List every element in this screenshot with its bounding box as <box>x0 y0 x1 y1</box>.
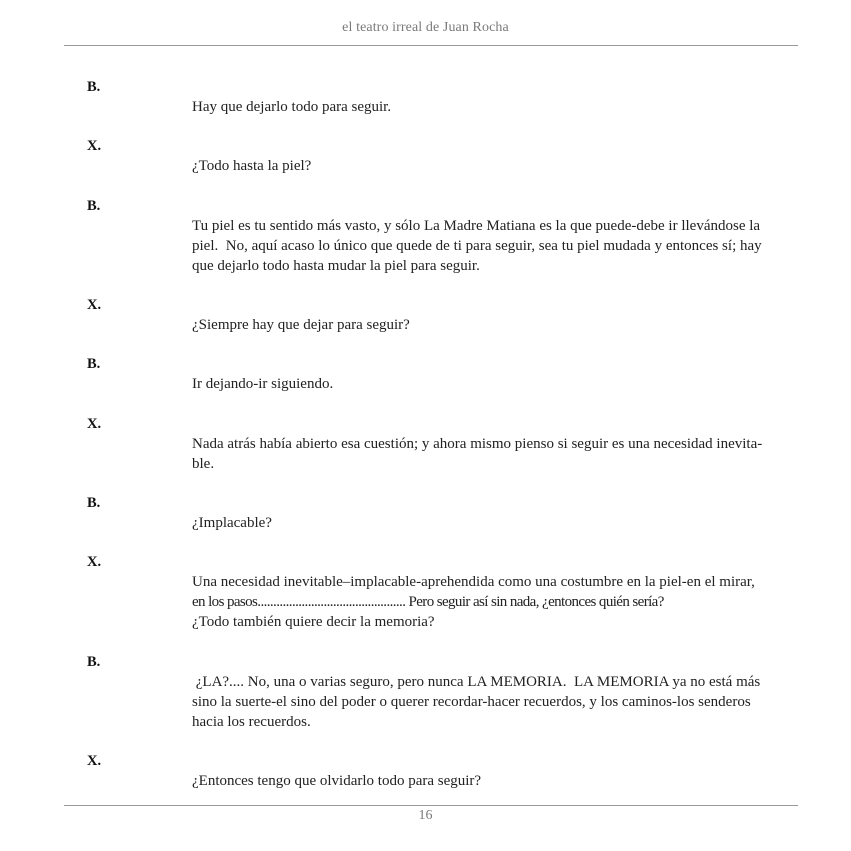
speech-line: Ir dejando-ir siguiendo. <box>192 376 334 392</box>
speech-text <box>192 156 798 176</box>
speech-line: ¿LA?.... No, una o varias seguro, pero nunca LA MEMORIA. LA MEMORIA ya no está más <box>192 674 761 690</box>
speaker-label: X. <box>87 753 102 769</box>
speech-line: sino la suerte-el sino del poder o querer recordar-hacer recuerdos, y los caminos-los senderos <box>192 694 751 710</box>
speech-line: que dejarlo todo hasta mudar la piel para seguir. <box>192 258 480 274</box>
speech-text <box>192 572 798 632</box>
speech-line: ¿Todo hasta la piel? <box>192 158 312 174</box>
speech-line: ble. <box>192 456 215 472</box>
speech-text <box>192 216 798 276</box>
speech-line: Tu piel es tu sentido más vasto, y sólo La Madre Matiana es la que puede-debe ir llevándose la <box>192 218 761 234</box>
speech-text <box>192 513 798 533</box>
page-number: 16 <box>418 808 433 823</box>
speech-line: ¿Implacable? <box>192 515 272 531</box>
speech-line: ¿Siempre hay que dejar para seguir? <box>192 317 410 333</box>
footer-rule <box>64 805 798 806</box>
speech-line: Una necesidad inevitable–implacable-aprehendida como una costumbre en la piel-en el mirar, <box>192 574 755 590</box>
speech-text <box>192 315 798 335</box>
speech-line: ¿Entonces tengo que olvidarlo todo para seguir? <box>192 773 482 789</box>
speech-line: piel. No, aquí acaso lo único que quede de ti para seguir, sea tu piel mudada y entonces sí; hay <box>192 238 762 254</box>
speaker-label: X. <box>87 554 102 570</box>
speaker-label: X. <box>87 297 102 313</box>
speech-text <box>192 434 798 474</box>
speech-line: Hay que dejarlo todo para seguir. <box>192 99 392 115</box>
running-head: el teatro irreal de Juan Rocha <box>342 20 509 35</box>
speaker-label: X. <box>87 138 102 154</box>
header-rule <box>64 45 798 46</box>
speech-line: hacia los recuerdos. <box>192 714 311 730</box>
speech-text <box>192 374 798 394</box>
speaker-label: B. <box>87 654 101 670</box>
speech-text <box>192 672 798 732</box>
speaker-label: B. <box>87 79 101 95</box>
speaker-label: B. <box>87 198 101 214</box>
speech-line: Nada atrás había abierto esa cuestión; y ahora mismo pienso si seguir es una necesidad inevita- <box>192 436 763 452</box>
speaker-label: B. <box>87 356 101 372</box>
speech-line: ¿Todo también quiere decir la memoria? <box>192 614 435 630</box>
speaker-label: X. <box>87 416 102 432</box>
speaker-label: B. <box>87 495 101 511</box>
speech-text <box>192 771 798 791</box>
speech-line: en los pasos............................................... Pero seguir así sin nada, ¿entonces quién sería? <box>192 594 664 610</box>
speech-text <box>192 97 798 117</box>
